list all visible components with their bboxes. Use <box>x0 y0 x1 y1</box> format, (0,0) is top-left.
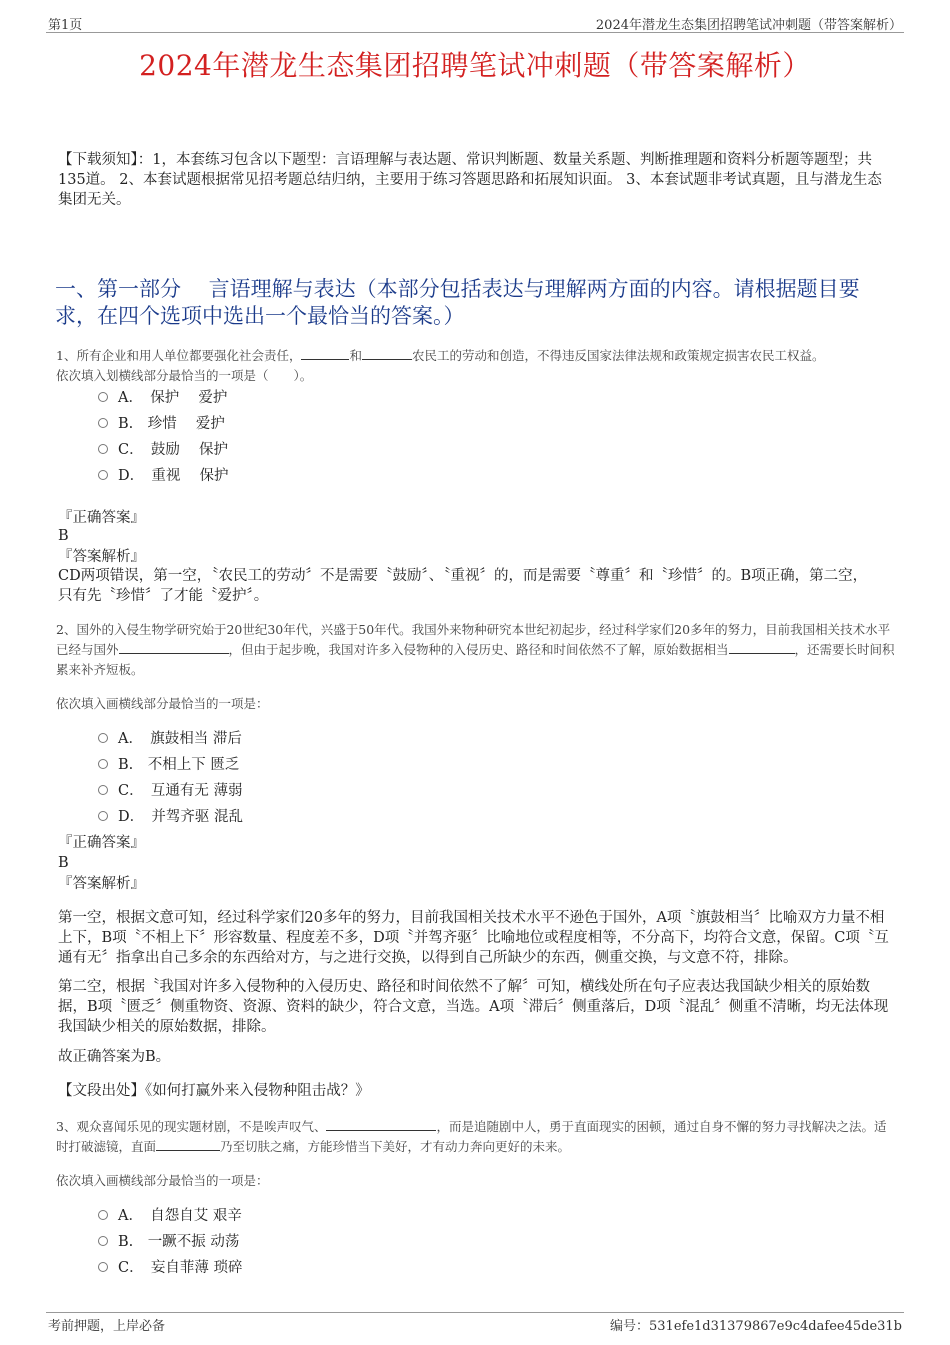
q2-answer: B <box>58 855 69 871</box>
fill-blank <box>729 640 795 654</box>
q2-analysis-para-1: 第一空，根据文意可知，经过科学家们20多年的努力，目前我国相关技术水平不逊色于国外，A项〝旗鼓相当〞比喻双方力量不相上下，B项〝不相上下〞形容数量、程度差不多，D项〝并驾齐驱〞比喻地位或程度相等，不分高下，均符合文意，保留。C项〝互通有无〞指拿出自己多余的东西给对方，与之进行交换，以得到自己所缺少的东西，侧重交换，与文意不符，排除。 <box>58 910 889 966</box>
option-label: B. 珍惜 爱护 <box>118 416 225 432</box>
question-1-stem <box>56 346 896 386</box>
q1-text-part: 和 <box>349 348 362 363</box>
option-label: A． 旗鼓相当 滞后 <box>118 731 242 747</box>
q1-analysis-label: 『答案解析』 <box>58 549 145 565</box>
q2-text-part: ，但由于起步晚，我国对许多入侵物种的入侵历史、路径和时间依然不了解，原始数据相当 <box>228 642 729 657</box>
q1-text-part: 农民工的劳动和创造，不得违反国家法律法规和政策规定损害农民工权益。 <box>411 348 825 363</box>
option-label: C． 鼓励 保护 <box>118 442 228 458</box>
q2-analysis-para-2: 第二空，根据〝我国对许多入侵物种的入侵历史、路径和时间依然不了解〞可知，横线处所在句子应表达我国缺少相关的原始数据，B项〝匮乏〞侧重物资、资源、资料的缺少，符合文意，当选。A项〝滞后〞侧重落后，D项〝混乱〞侧重不清晰，均无法体现我国缺少相关的原始数据，排除。 <box>58 979 889 1035</box>
footer-doc-id: 编号：531efe1d31379867e9c4dafee45de31b <box>610 1319 902 1334</box>
radio-icon[interactable] <box>98 444 108 454</box>
fill-blank <box>301 346 349 360</box>
question-3-stem <box>56 1117 896 1157</box>
q1-answer: B <box>58 528 69 544</box>
radio-icon[interactable] <box>98 759 108 769</box>
option-label: B. 不相上下 匮乏 <box>118 757 240 773</box>
fill-blank <box>156 1137 220 1151</box>
q3-prompt: 依次填入画横线部分最恰当的一项是： <box>56 1173 269 1188</box>
radio-icon[interactable] <box>98 1236 108 1246</box>
page-header <box>46 14 904 33</box>
radio-icon[interactable] <box>98 785 108 795</box>
page-footer <box>46 1312 904 1334</box>
q1-option-d[interactable] <box>98 466 228 486</box>
q1-option-b[interactable] <box>98 414 225 434</box>
footer-slogan: 考前押题，上岸必备 <box>48 1319 166 1334</box>
q1-text-part: 1、所有企业和用人单位都要强化社会责任， <box>56 348 302 363</box>
question-2-stem <box>56 620 896 680</box>
q2-option-a[interactable] <box>98 729 242 749</box>
fill-blank <box>362 346 412 360</box>
q3-option-b[interactable] <box>98 1232 239 1252</box>
fill-blank <box>119 640 229 654</box>
q1-option-a[interactable] <box>98 388 227 408</box>
option-label: C． 互通有无 薄弱 <box>118 783 243 799</box>
radio-icon[interactable] <box>98 1262 108 1272</box>
option-label: B. 一蹶不振 动荡 <box>118 1234 240 1250</box>
radio-icon[interactable] <box>98 1210 108 1220</box>
q3-option-a[interactable] <box>98 1206 242 1226</box>
q2-answer-label: 『正确答案』 <box>58 835 145 851</box>
option-label: C． 妄自菲薄 琐碎 <box>118 1260 243 1276</box>
download-notice: 【下载须知】：1，本套练习包含以下题型：言语理解与表达题、常识判断题、数量关系题、判断推理题和资料分析题等题型；共135道。 2、本套试题根据常见招考题总结归纳，主要用于练习答题思路和拓展知识面。 3、本套试题非考试真题，且与潜龙生态集团无关。 <box>58 152 882 208</box>
radio-icon[interactable] <box>98 733 108 743</box>
radio-icon[interactable] <box>98 418 108 428</box>
radio-icon[interactable] <box>98 470 108 480</box>
radio-icon[interactable] <box>98 392 108 402</box>
option-label: D． 重视 保护 <box>118 468 229 484</box>
option-label: D． 并驾齐驱 混乱 <box>118 809 243 825</box>
option-label: A． 自怨自艾 艰辛 <box>118 1208 242 1224</box>
q2-text-part: 2、国外的入侵生物学研究始于20世纪30年代，兴盛于50年代。我国外来物种研究本世纪初起步，经过科学家们20多年的努力，目前我国相关技术水平已经与国外 <box>56 622 891 657</box>
header-doc-title: 2024年潜龙生态集团招聘笔试冲刺题（带答案解析） <box>595 18 902 33</box>
fill-blank <box>326 1117 436 1131</box>
option-label: A． 保护 爱护 <box>118 390 228 406</box>
section-heading: 一、第一部分 言语理解与表达（本部分包括表达与理解两方面的内容。请根据题目要求，在四个选项中选出一个最恰当的答案。） <box>55 277 860 328</box>
q3-text-part: 乃至切肤之痛，方能珍惜当下美好，才有动力奔向更好的未来。 <box>220 1139 571 1154</box>
q1-option-c[interactable] <box>98 440 228 460</box>
q1-prompt: 依次填入划横线部分最恰当的一项是（ ）。 <box>56 368 313 383</box>
q2-analysis-label: 『答案解析』 <box>58 876 145 892</box>
q2-source: 【文段出处】《如何打赢外来入侵物种阻击战？》 <box>58 1083 370 1099</box>
radio-icon[interactable] <box>98 811 108 821</box>
q3-text-part: 3、观众喜闻乐见的现实题材剧，不是唉声叹气、 <box>56 1119 327 1134</box>
q2-option-c[interactable] <box>98 781 242 801</box>
document-title: 2024年潜龙生态集团招聘笔试冲刺题（带答案解析） <box>139 49 811 82</box>
q2-option-d[interactable] <box>98 807 243 827</box>
q2-option-b[interactable] <box>98 755 239 775</box>
q2-prompt: 依次填入画横线部分最恰当的一项是： <box>56 696 269 711</box>
q2-conclusion: 故正确答案为B。 <box>58 1049 171 1065</box>
q3-text-part: ，而是追随剧中人，勇于直面现实的困顿，通过自身不懈的努力寻找解决之法。适时打破滤镜，直面 <box>56 1119 887 1154</box>
q1-answer-label: 『正确答案』 <box>58 510 145 526</box>
q1-analysis: CD两项错误，第一空，〝农民工的劳动〞不是需要〝鼓励〞、〝重视〞的，而是需要〝尊重〞和〝珍惜〞的。B项正确，第二空，只有先〝珍惜〞了才能〝爱护〞。 <box>58 568 868 604</box>
page-number: 第1页 <box>48 18 83 33</box>
q2-text-part: ，还需要长时间积累来补齐短板。 <box>56 642 895 677</box>
q3-option-c[interactable] <box>98 1258 242 1278</box>
